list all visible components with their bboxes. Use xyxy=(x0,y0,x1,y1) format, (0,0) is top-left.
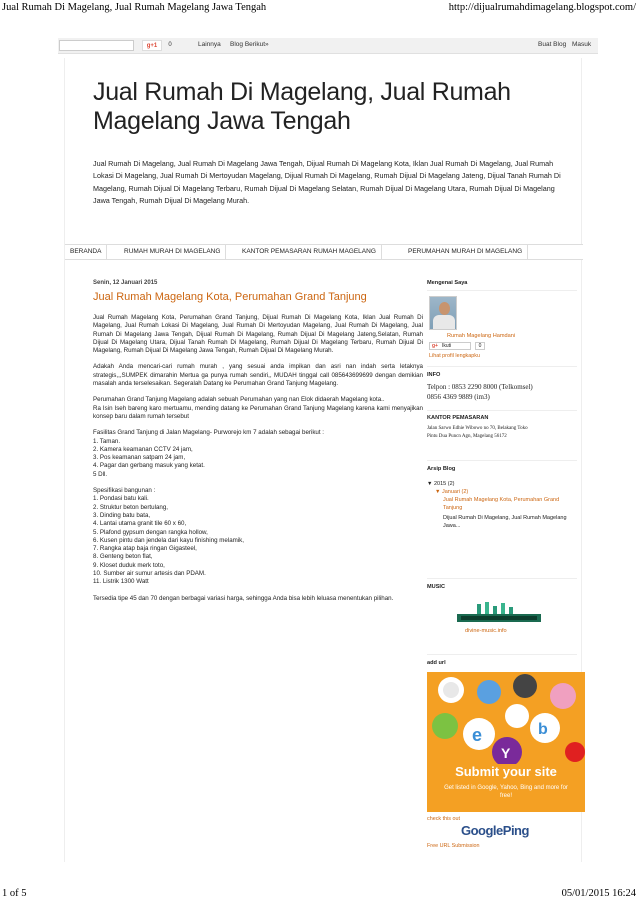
addurl-heading: add url xyxy=(427,660,446,666)
print-timestamp: 05/01/2015 16:24 xyxy=(561,888,636,899)
music-heading: MUSIC xyxy=(427,584,446,590)
spek-title: Spesifikasi bangunan : xyxy=(93,487,156,495)
list-item: 4. Lantai utama granit tile 60 x 60, xyxy=(93,520,187,528)
gplus-button[interactable]: g+1 xyxy=(142,40,162,51)
print-page-number: 1 of 5 xyxy=(2,888,27,899)
blog-title[interactable]: Jual Rumah Di Magelang, Jual Rumah Magelang Jawa Tengah xyxy=(93,78,511,135)
kantor-heading: KANTOR PEMASARAN xyxy=(427,415,489,421)
kantor-line-2: Pintu Dua Puncn Agn, Magelang 56172 xyxy=(427,434,507,439)
archive-post-link[interactable]: Jual Rumah Magelang Kota, Perumahan Grand Tanjung xyxy=(443,497,560,511)
navbar-search-input[interactable] xyxy=(59,40,134,51)
music-site-link[interactable]: divine-music.info xyxy=(465,628,507,634)
post-date: Senin, 12 Januari 2015 xyxy=(93,280,158,286)
blog-description: Jual Rumah Di Magelang, Jual Rumah Di Magelang Jawa Tengah, Dijual Rumah Di Magelang Kota, Iklan Jual Rumah Di Magelang, Jual Rumah Lokasi Di Magelang, Jual Rumah Di Mertoyudan Magelang, Dijual Rumah Di Magelang, Rumah Dijual Di Magelang Jateng, Dijual Tanah Rumah Di Magelang, Rumah Dijual Di Magelang Terbaru, Rumah Dijual Di Magelang Selatan, Rumah Dijual Di Magelang Utara, Rumah Dijual Di Magelang Jawa Tengah, Rumah Dijual Di Magelang Murah. xyxy=(93,159,561,205)
info-phone-2: 0856 4369 9889 (im3) xyxy=(427,393,490,401)
spek-list xyxy=(93,495,423,586)
archive-post-link[interactable]: Dijual Rumah Di Magelang, Jual Rumah Magelang Jawa... xyxy=(443,515,567,529)
divider xyxy=(427,410,577,411)
fasilitas-title: Fasilitas Grand Tanjung di Jalan Magelang- Purworejo km 7 adalah sebagai berikut : xyxy=(93,429,325,437)
free-url-submission-link[interactable]: Free URL Submission xyxy=(427,843,480,849)
svg-text:Y: Y xyxy=(501,745,511,761)
divider xyxy=(427,578,577,579)
search-engine-logos xyxy=(427,672,585,764)
post-closing: Tersedia tipe 45 dan 70 dengan berbagai variasi harga, sehingga Anda bisa lebih leluasa menentukan pilihan. xyxy=(93,594,394,602)
post-title[interactable]: Jual Rumah Magelang Kota, Perumahan Grand Tanjung xyxy=(93,291,367,303)
list-item: 5. Plafond gypsum dengan rangka hollow, xyxy=(93,528,208,536)
print-header-url: http://dijualrumahdimagelang.blogspot.com/ xyxy=(448,2,636,13)
list-item: 8. Genteng beton flat, xyxy=(93,553,153,561)
kantor-line-1: Jalan Sarwo Edhie Wibowo no 70, Belakang Toko xyxy=(427,426,528,431)
archive-heading: Arsip Blog xyxy=(427,466,456,472)
list-item: 11. Listrik 1300 Watt xyxy=(93,578,149,586)
post-intro: Jual Rumah Magelang Kota, Perumahan Grand Tanjung, Dijual Rumah Di Magelang Kota, Iklan Jual Rumah Di Magelang, Jual Rumah Lokasi Di Magelang, Jual Rumah Di Mertoyudan Magelang, Jual Rumah Di Magelang, Jual Rumah Di Magelang Jawa Tengah, Dijual Rumah Di Magelang, Rumah Dijual Di Magelang Jateng,Selatan, Rumah Dijual Di Magelang Utara, Dijual Tanah Rumah Di Magelang, Rumah Dijual Di Magelang Terbaru, Rumah Dijual Di Magelang, Rumah Dijual Di Magelang Jawa Tengah, Rumah Dijual Di Magelang Murah. xyxy=(93,314,423,355)
info-text xyxy=(427,382,577,402)
print-footer xyxy=(0,885,638,903)
divider xyxy=(427,460,577,461)
divider xyxy=(427,654,577,655)
profile-name-link[interactable]: Rumah Magelang Hamdani xyxy=(447,333,516,339)
sidebar xyxy=(427,280,577,849)
gplus-icon: g+ xyxy=(432,343,438,349)
list-item: 3. Pos keamanan satpam 24 jam, xyxy=(93,454,186,462)
full-profile-link[interactable]: Lihat profil lengkapku xyxy=(429,353,480,359)
divider xyxy=(427,290,577,291)
list-item: 6. Kusen pintu dan jendela dari kayu finishing melamik, xyxy=(93,536,244,544)
kantor-address xyxy=(427,425,577,441)
post-paragraph: Ra Isin Iseh bareng karo mertuamu, mending datang ke Perumahan Grand Tanjung Magelang karena kami menyajikan konsep baru dalam rumah tersebut xyxy=(93,404,423,420)
post-body xyxy=(93,314,423,611)
svg-text:e: e xyxy=(472,725,483,745)
gplus-follow-button[interactable] xyxy=(429,342,471,350)
submit-title: Submit your site xyxy=(455,764,557,779)
divider xyxy=(427,366,577,367)
list-item: 10. Sumber air sumur artesis dan PDAM. xyxy=(93,570,206,578)
page-tabs xyxy=(65,244,583,260)
svg-text:b: b xyxy=(538,721,548,738)
info-heading: INFO xyxy=(427,372,441,378)
follow-label: Ikuti xyxy=(441,343,452,349)
tab-beranda[interactable]: BERANDA xyxy=(65,245,107,259)
blog-page xyxy=(58,54,598,862)
list-item: 9. Kloset duduk merk toto, xyxy=(93,561,165,569)
list-item: 3. Dinding batu bata, xyxy=(93,511,151,519)
content-outer xyxy=(64,58,582,862)
list-item: 7. Rangka atap baja ringan Gigasteel, xyxy=(93,545,197,553)
list-item: 2. Struktur beton bertulang, xyxy=(93,503,168,511)
submit-site-banner[interactable] xyxy=(427,672,585,812)
navbar-more-link[interactable]: Lainnya xyxy=(198,41,221,48)
submit-subtitle: Get listed in Google, Yahoo, Bing and more for free! xyxy=(444,785,568,799)
tab-perumahan-murah[interactable]: PERUMAHAN MURAH DI MAGELANG xyxy=(403,245,528,259)
navbar-signin-link[interactable]: Masuk xyxy=(572,41,592,48)
info-phone-1: Telpon : 0853 2290 8000 (Telkomsel) xyxy=(427,383,533,391)
music-banner-image[interactable] xyxy=(457,600,541,624)
googleping-logo[interactable]: GooglePing xyxy=(461,823,529,838)
profile-avatar[interactable] xyxy=(429,296,457,330)
about-heading: Mengenai Saya xyxy=(427,280,468,286)
follow-count: 0 xyxy=(475,342,485,350)
check-this-out-link[interactable]: check this out xyxy=(427,816,460,822)
post-paragraph: Perumahan Grand Tanjung Magelang adalah sebuah Perumahan yang nan Elok didaerah Magelang kota.. xyxy=(93,396,385,404)
post-paragraph: Adakah Anda mencari-cari rumah murah , yang sesuai anda impikan dan asri nan indah serta letaknya strategis,,,SUMPEK dimarahin Mertua ga punya rumah sendiri,, MUDAH tinggal call 085643699699 dengan demikian masalah anda terselesaikan. Segeralah Datang ke Perumahan Grand Tanjung Magelang. xyxy=(93,363,423,388)
list-item: 4. Pagar dan gerbang masuk yang ketat. xyxy=(93,462,205,470)
navbar-next-blog-link[interactable]: Blog Berikut» xyxy=(230,41,269,48)
gplus-count: 0 xyxy=(168,42,172,48)
navbar-create-blog-link[interactable]: Buat Blog xyxy=(538,41,567,48)
tab-rumah-murah[interactable]: RUMAH MURAH DI MAGELANG xyxy=(119,245,226,259)
list-item: 1. Pondasi batu kali. xyxy=(93,495,149,503)
list-item: 2. Kamera keamanan CCTV 24 jam, xyxy=(93,445,193,453)
print-header xyxy=(0,0,638,18)
print-header-title: Jual Rumah Di Magelang, Jual Rumah Magelang Jawa Tengah xyxy=(2,2,267,13)
avatar-shirt xyxy=(433,315,455,330)
archive-month-toggle[interactable]: ▼ Januari (2) xyxy=(435,489,469,495)
list-item: 1. Taman. xyxy=(93,437,121,445)
fasilitas-list xyxy=(93,438,423,479)
avatar-face xyxy=(439,302,450,315)
list-item: 5 Dll. xyxy=(93,470,108,478)
archive-year-toggle[interactable]: ▼ 2015 (2) xyxy=(427,481,455,487)
blog-archive xyxy=(427,480,577,530)
tab-kantor-pemasaran[interactable]: KANTOR PEMASARAN RUMAH MAGELANG xyxy=(237,245,382,259)
blogger-navbar xyxy=(58,38,598,54)
